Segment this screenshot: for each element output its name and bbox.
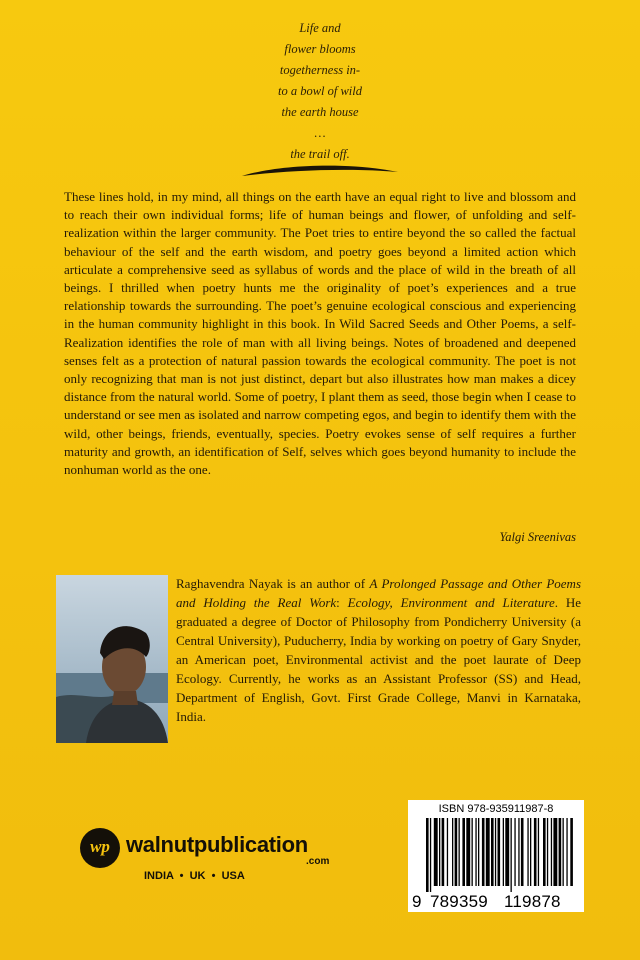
barcode-digits-left: 789359	[430, 892, 488, 911]
bio-details: . He graduated a degree of Doctor of Philosophy from Pondicherry University (a Central University), Puducherry, India by working on poetry of Gary Snyder, an American poet, Environmental activist and the poet laurate of Deep Ecology. Currently, he works as an Assistant Professor (SS) and Head, Department of English, Govt. First Grade College, Manvi in Karnataka, India.	[176, 595, 581, 724]
poem-line: togetherness in-	[279, 63, 361, 77]
author-photo	[56, 575, 168, 743]
isbn-barcode	[408, 800, 584, 912]
barcode-digit-lead: 9	[412, 892, 422, 911]
publisher-name: walnutpublication	[126, 832, 308, 857]
publisher-mark-text: wp	[90, 837, 110, 856]
barcode-bar	[447, 818, 448, 886]
barcode-bar	[563, 818, 564, 886]
barcode-bars	[412, 818, 580, 892]
barcode-bar	[566, 818, 567, 886]
barcode-bar	[534, 818, 537, 886]
barcode-bar	[462, 818, 465, 886]
barcode-bar	[521, 818, 524, 886]
blurb-signature: Yalgi Sreenivas	[499, 530, 576, 544]
barcode-bar	[553, 818, 557, 886]
barcode-bar	[439, 818, 440, 886]
barcode-bar	[475, 818, 476, 886]
barcode-bar	[495, 818, 496, 886]
poem-line: the earth house	[281, 105, 359, 119]
barcode-bar	[547, 818, 548, 886]
barcode-bar	[559, 818, 562, 886]
barcode-bar	[503, 818, 504, 886]
poem-line: the trail off.	[290, 147, 350, 161]
barcode-bar	[518, 818, 519, 886]
barcode-bar	[478, 818, 479, 886]
author-bio	[176, 574, 581, 726]
publisher-mark-icon	[80, 828, 120, 868]
barcode-bar	[530, 818, 531, 886]
poem-block	[170, 18, 470, 165]
poem-line: Life and	[299, 21, 341, 35]
barcode-bar	[442, 818, 445, 886]
barcode-bar	[459, 818, 460, 886]
blurb-paragraph: These lines hold, in my mind, all things on the earth have an equal right to live and blossom and to reach their own individual forms; life of human beings and flower, of unfolding and self-realization within the larger community. The Poet tries to entire beyond the so called the factual behaviour of the self and the earth wisdom, and poetry goes beyond a limited action which articulate a comprehensive seed as syllabus of words and the place of wild in the breath of all beings. I thrilled when poetry hunts me the originality of poet’s experiences and a true relationship towards the surrounding. The poet’s genuine ecological conscious and experiencing in the human community highlight in this book. In Wild Sacred Seeds and Other Poems, a self-Realization identifies the role of man with all living beings. Notes of broadened and deepened senses felt as a protection of natural passion towards the ecological community. The poet is not only recognizing that man is not just distinct, depart but also illustrates how man makes a dicey distance from the natural world. Some of poetry, I plant them as seed, those begin when I cease to understand or see men as isolated and narrow competing egos, and begin to identify them with the wild, other beings, friends, eventually, species. Poetry evokes sense of self requires a further maturity and growth, an identification of Self, selves which goes beyond humanity to include the nonhuman world as the one.	[64, 189, 576, 478]
barcode-digits-right: 119878	[504, 892, 561, 911]
barcode-bar	[426, 818, 429, 892]
bio-colon: :	[336, 595, 348, 610]
poem-line: to a bowl of wild	[277, 84, 363, 98]
barcode-bar	[434, 818, 438, 886]
barcode-bar	[511, 818, 512, 892]
decorative-swoosh	[240, 162, 400, 182]
barcode-bar	[498, 818, 501, 886]
barcode-bar	[514, 818, 515, 886]
barcode-bar	[491, 818, 494, 886]
barcode-bar	[486, 818, 490, 886]
isbn-label: ISBN 978-935911987-8	[438, 803, 554, 815]
barcode-bar	[430, 818, 431, 892]
barcode-bar	[527, 818, 528, 886]
bio-book-subtitle: Ecology, Environment and Literature	[347, 595, 555, 610]
author-photo-image	[56, 575, 168, 743]
publisher-domain: .com	[306, 856, 330, 867]
barcode-bar	[455, 818, 458, 886]
barcode-bar	[538, 818, 539, 886]
barcode-bar	[505, 818, 509, 886]
poem-line: flower blooms	[284, 42, 356, 56]
barcode-bar	[551, 818, 552, 886]
barcode-bar	[482, 818, 485, 886]
barcode-bar	[543, 818, 546, 886]
barcode-bar	[452, 818, 453, 886]
barcode-bar	[466, 818, 470, 886]
bio-intro: Raghavendra Nayak is an author of	[176, 576, 370, 591]
publisher-regions: INDIA • UK • USA	[144, 870, 245, 882]
barcode-bar	[570, 818, 573, 886]
barcode-bar	[472, 818, 473, 886]
publisher-logo	[80, 828, 330, 872]
bio-book-titles: A Prolonged Passage and Other Poems and Holding the Real Work	[176, 576, 582, 610]
poem-ellipsis: …	[314, 126, 326, 140]
